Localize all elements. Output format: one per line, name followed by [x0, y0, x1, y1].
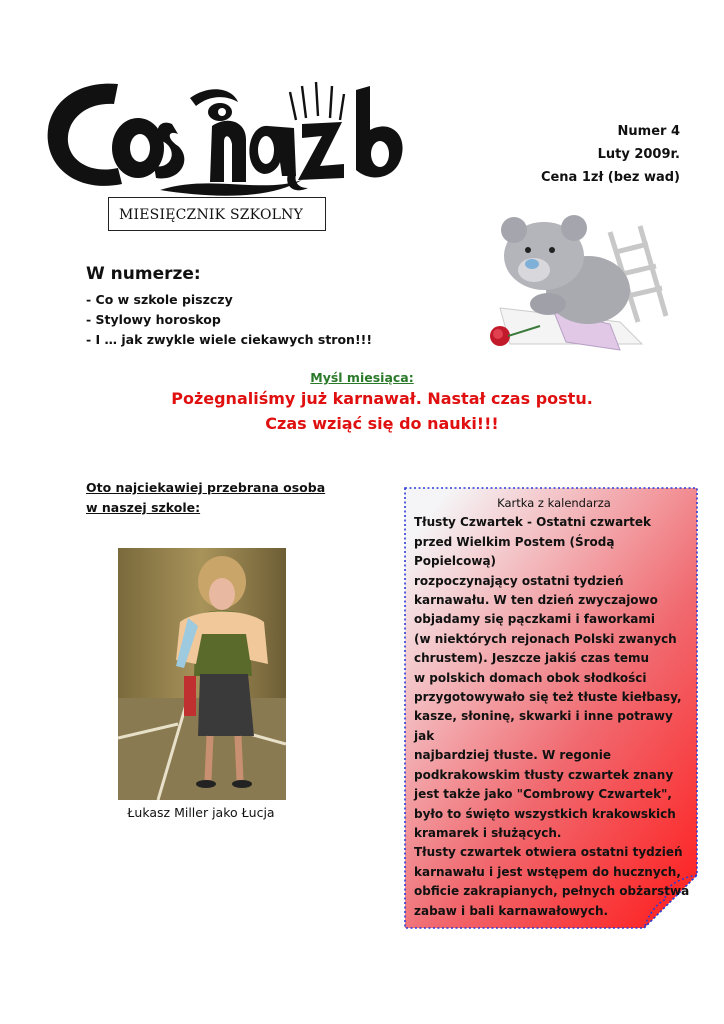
calendar-line: objadamy się pączkami i faworkami — [414, 612, 656, 627]
thought-line-1: Pożegnaliśmy już karnawał. Nastał czas postu. — [171, 389, 593, 408]
calendar-line: kasze, słoninę, skwarki i inne potrawy jak — [414, 709, 673, 743]
calendar-line: (w niektórych rejonach Polski zwanych — [414, 631, 677, 646]
toc-item: - Co w szkole piszczy — [86, 292, 233, 307]
photo-caption: Łukasz Miller jako Łucja — [127, 805, 275, 820]
calendar-line: rozpoczynający ostatni tydzień — [414, 573, 624, 588]
teddy-bear-illustration — [470, 212, 670, 362]
calendar-line: w polskich domach obok słodkości — [414, 670, 647, 685]
issue-number: Numer 4 — [617, 124, 680, 139]
calendar-line: chrustem). Jeszcze jakiś czas temu — [414, 651, 650, 666]
calendar-card-body — [414, 513, 694, 921]
costume-heading-line: Oto najciekawiej przebrana osoba — [86, 480, 326, 495]
calendar-line: było to święto wszystkich krakowskich — [414, 806, 676, 821]
toc-item: - I … jak zwykle wiele ciekawych stron!!! — [86, 332, 373, 347]
calendar-line: jest także jako "Combrowy Czwartek", — [414, 787, 672, 802]
issue-info — [470, 120, 680, 189]
issue-date: Luty 2009r. — [597, 147, 680, 162]
toc-item: - Stylowy horoskop — [86, 312, 221, 327]
calendar-paragraph-2 — [414, 843, 694, 921]
calendar-line: Tłusty czwartek otwiera ostatni tydzień — [414, 845, 683, 860]
issue-price: Cena 1zł (bez wad) — [540, 170, 680, 185]
costume-heading — [86, 478, 336, 518]
calendar-line: karnawału. W ten dzień zwyczajowo — [414, 593, 658, 608]
calendar-card — [404, 487, 698, 929]
calendar-line: podkrakowskim tłusty czwartek znany — [414, 767, 674, 782]
calendar-line: obficie zakrapianych, pełnych obżarstwa — [414, 884, 690, 899]
costume-heading-line: w naszej szkole: — [86, 500, 201, 515]
calendar-card-title: Kartka z kalendarza — [497, 496, 611, 510]
calendar-line: przed Wielkim Postem (Środą Popielcową) — [414, 534, 615, 569]
costume-photo — [118, 548, 286, 800]
calendar-line: Tłusty Czwartek - Ostatni czwartek — [414, 515, 651, 530]
calendar-line: zabaw i bali karnawałowych. — [414, 903, 609, 918]
publication-type-box: MIESIĘCZNIK SZKOLNY — [108, 197, 326, 231]
masthead-logo — [40, 62, 410, 202]
calendar-line: najbardziej tłuste. W regonie — [414, 748, 612, 763]
calendar-paragraph-1 — [414, 513, 694, 843]
calendar-line: przygotowywało się też tłuste kiełbasy, — [414, 690, 682, 705]
calendar-line: karnawału i jest wstępem do hucznych, — [414, 864, 681, 879]
calendar-line: kramarek i służących. — [414, 825, 562, 840]
toc-title: W numerze: — [86, 264, 201, 284]
thought-label: Myśl miesiąca: — [310, 370, 414, 385]
thought-line-2: Czas wziąć się do nauki!!! — [265, 414, 499, 433]
toc-list — [86, 290, 372, 350]
